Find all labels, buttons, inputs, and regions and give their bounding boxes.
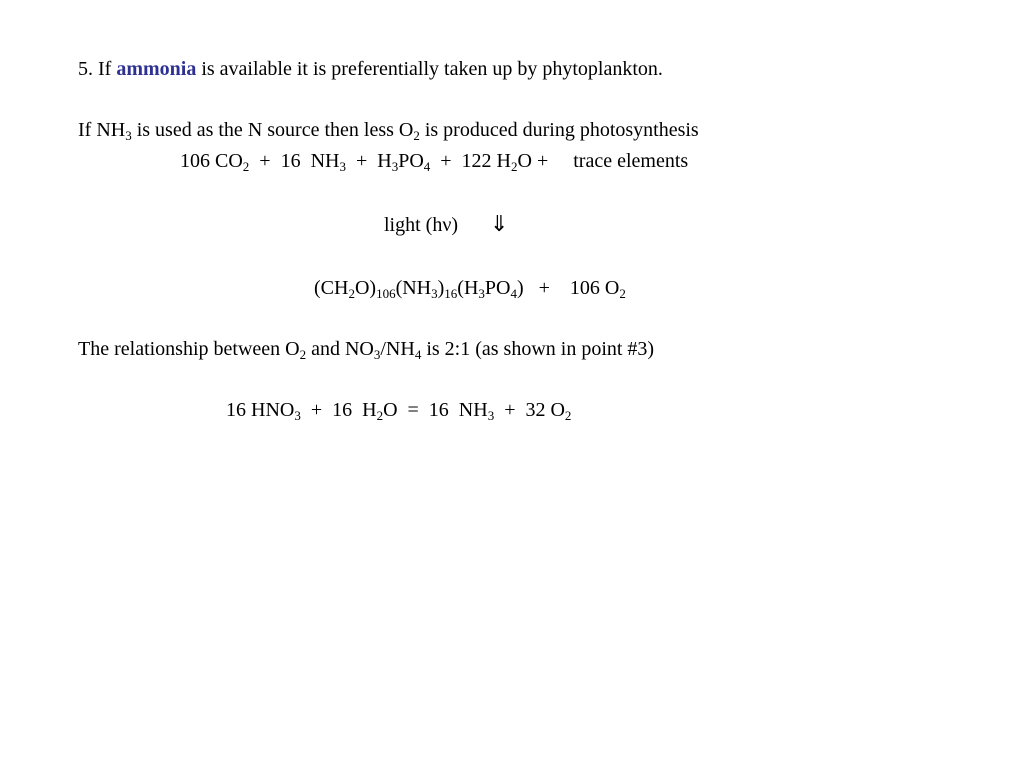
hno3-equation: 16 $HNO_3 + 16$ $H_2O = 16$ $NH_3 + 32$ $O_2$ [226,399,572,423]
relationship-line: The relationship between $O_2$ and $NO_3/NH_4$ is 2:1 (as shown in point #3) [78,338,655,362]
double-down-arrow-icon: ⇓ [490,212,509,237]
point-5-line [78,57,663,81]
light-label: light (hν) [384,214,459,236]
point-5-prefix: 5. If [78,58,117,80]
reactants-equation: 106 $CO_2 + 16$ $NH_3 + H_3PO_4 + 122$ $H_2O$ + trace elements [180,150,689,174]
nh3-source-line: If $NH_3$ is used as the N source then less $O_2$ is produced during photosynthesis [78,119,699,143]
products-equation: $(CH_2O)_{106}(NH_3)_{16}(H_3PO_4)$ + 106 $O_2$ [314,277,626,301]
ammonia-keyword: ammonia [116,58,197,80]
point-5-suffix: is available it is preferentially taken up by phytoplankton. [196,58,663,80]
light-line [384,213,508,237]
